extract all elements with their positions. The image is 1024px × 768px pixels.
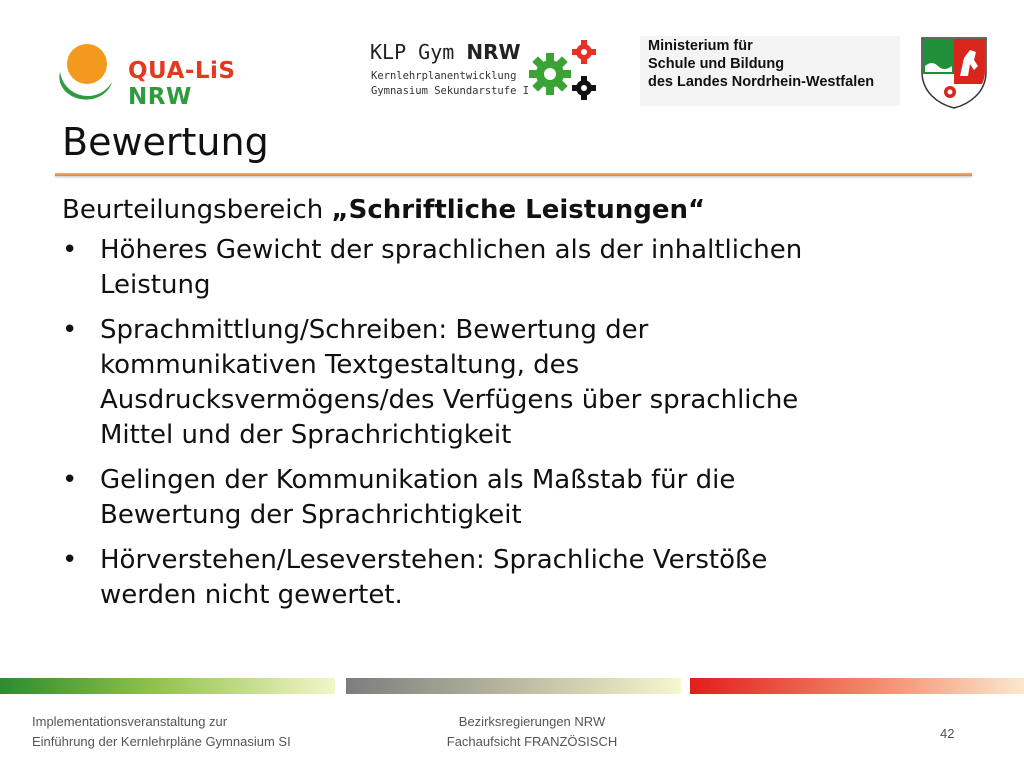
slide-title: Bewertung	[62, 120, 269, 164]
subheading-prefix: Beurteilungsbereich	[62, 195, 332, 225]
footer-center-line2: Fachaufsicht FRANZÖSISCH	[446, 734, 618, 749]
klp-logo-title	[370, 40, 521, 64]
bullet-dot: •	[62, 315, 78, 345]
footer-left-line1: Implementationsveranstaltung zur	[32, 714, 228, 729]
page-number: 42	[940, 726, 955, 741]
slide-content	[62, 193, 962, 623]
bullet-item	[62, 233, 962, 303]
footer-center-line1: Bezirksregierungen NRW	[458, 714, 606, 729]
footer-authority-info	[420, 712, 644, 752]
qualis-logo-text	[128, 58, 304, 110]
bullet-line: Gelingen der Kommunikation als Maßstab für die	[100, 465, 736, 495]
klp-logo-line2: Gymnasium Sekundarstufe I	[371, 85, 530, 97]
qualis-nrw-logo	[54, 38, 304, 110]
qualis-swoosh-icon	[54, 38, 120, 100]
footer-bar-red	[690, 678, 1024, 694]
bullet-item	[62, 543, 962, 613]
bullet-item	[62, 313, 962, 453]
footer-bar-grey	[346, 678, 681, 694]
subheading	[62, 193, 962, 227]
bullet-line: Leistung	[100, 270, 211, 300]
bullet-line: werden nicht gewertet.	[100, 580, 403, 610]
bullet-dot: •	[62, 545, 78, 575]
footer-bar-green	[0, 678, 335, 694]
bullet-line: Bewertung der Sprachrichtigkeit	[100, 500, 522, 530]
qualis-text-part1: QUA-LiS	[128, 58, 236, 84]
bullet-dot: •	[62, 235, 78, 265]
nrw-coat-of-arms-icon	[920, 36, 988, 110]
klp-logo-line1: Kernlehrplanentwicklung	[371, 70, 517, 82]
subheading-bold: „Schriftliche Leistungen“	[331, 195, 706, 225]
bullet-dot: •	[62, 465, 78, 495]
ministry-line2: Schule und Bildung	[648, 56, 785, 72]
bullet-line: Sprachmittlung/Schreiben: Bewertung der	[100, 315, 649, 345]
bullet-line: Höheres Gewicht der sprachlichen als der inhaltlichen	[100, 235, 803, 265]
footer-event-info	[32, 712, 291, 752]
gears-icon	[526, 36, 602, 106]
qualis-text-part2: NRW	[128, 84, 192, 110]
klp-gym-nrw-logo	[370, 38, 600, 106]
bullet-line: Mittel und der Sprachrichtigkeit	[100, 420, 512, 450]
bullet-line: kommunikativen Textgestaltung, des	[100, 350, 580, 380]
klp-title-mono: KLP Gym	[370, 40, 455, 64]
bullet-item	[62, 463, 962, 533]
bullet-line: Hörverstehen/Leseverstehen: Sprachliche Verstöße	[100, 545, 768, 575]
ministry-logo	[640, 36, 900, 106]
ministry-line3: des Landes Nordrhein-Westfalen	[648, 74, 875, 90]
bullet-list	[62, 233, 962, 613]
footer-left-line2: Einführung der Kernlehrpläne Gymnasium SI	[32, 734, 291, 749]
title-divider	[55, 173, 972, 176]
ministry-line1: Ministerium für	[648, 38, 753, 54]
bullet-line: Ausdrucksvermögens/des Verfügens über sprachliche	[100, 385, 799, 415]
klp-title-bold: NRW	[466, 40, 521, 64]
